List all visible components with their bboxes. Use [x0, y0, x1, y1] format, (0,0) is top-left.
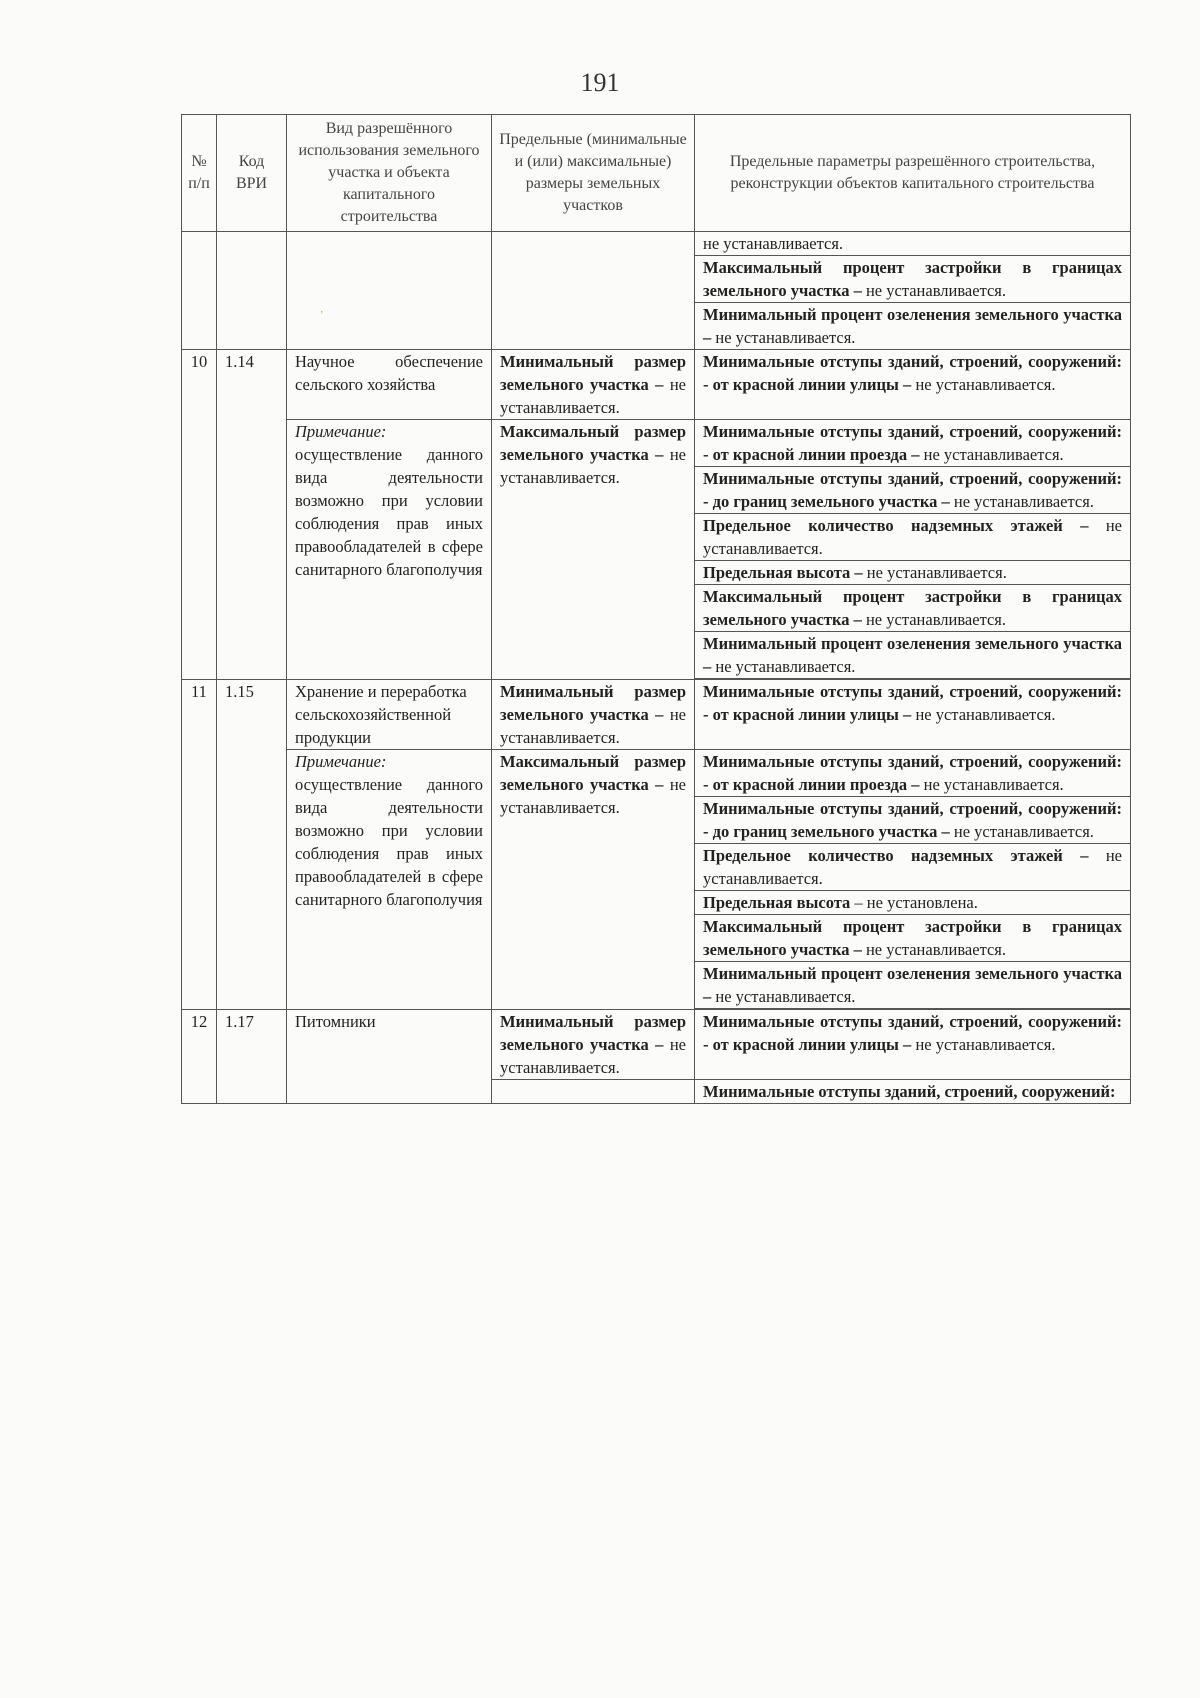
table-row: [182, 1010, 1131, 1080]
size-value: не устанавливается.: [500, 375, 686, 417]
row-name: Питомники: [287, 1010, 492, 1104]
indent-title: Минимальные отступы зданий, строений, сооружений:: [703, 469, 1122, 488]
param-cell: [695, 891, 1131, 915]
param-value: не устанавливается.: [865, 281, 1007, 300]
size-cell: [492, 1080, 695, 1104]
row-num: 10: [182, 350, 217, 680]
param-cell: [695, 1010, 1131, 1080]
param-height: Предельная высота –: [703, 563, 863, 582]
param-cell: [695, 232, 1131, 256]
param-build-pct: Максимальный процент застройки в границах земельного участка –: [703, 917, 1122, 959]
param-cell: [695, 514, 1131, 561]
table-row: [182, 680, 1131, 750]
param-value: не устанавливается.: [865, 610, 1007, 629]
param-cell: [695, 350, 1131, 420]
table-row: [182, 350, 1131, 420]
indent-title: Минимальные отступы зданий, строений, сооружений:: [703, 799, 1122, 818]
row-num: 12: [182, 1010, 217, 1104]
param-cell: [695, 797, 1131, 844]
param-cell: [695, 915, 1131, 962]
cell-size: [492, 232, 695, 350]
param-cell: [695, 256, 1131, 303]
table-row: [182, 420, 1131, 467]
size-cell: [492, 350, 695, 420]
param-cell: [695, 962, 1131, 1009]
param-value: не устанавливается.: [715, 987, 856, 1006]
max-size-label: Максимальный размер земельного участка –: [500, 752, 686, 794]
row-code: 1.14: [217, 350, 287, 680]
max-size-label: Максимальный размер земельного участка –: [500, 422, 686, 464]
param-value: не устанавливается.: [953, 822, 1094, 841]
param-value: – не установлена.: [850, 893, 978, 912]
row-name: Хранение и переработка сельскохозяйственной продукции: [287, 680, 492, 750]
size-cell: [492, 420, 695, 680]
param-cell: [695, 750, 1131, 797]
indent-borders: - до границ земельного участка –: [703, 822, 950, 841]
param-cell: [695, 844, 1131, 891]
param-cell: [695, 680, 1131, 750]
param-green-pct: Минимальный процент озеленения земельного участка –: [703, 964, 1122, 1006]
param-value: не устанавливается.: [923, 445, 1064, 464]
indent-passage: - от красной линии проезда –: [703, 445, 920, 464]
indent-passage: - от красной линии проезда –: [703, 775, 920, 794]
indent-street: - от красной линии улицы –: [703, 705, 912, 724]
size-value: не устанавливается.: [500, 705, 686, 747]
indent-title: Минимальные отступы зданий, строений, сооружений:: [703, 752, 1122, 771]
indent-title: Минимальные отступы зданий, строений, сооружений:: [703, 352, 1122, 371]
param-cell: [695, 467, 1131, 514]
size-value: не устанавливается.: [500, 775, 686, 817]
header-num: № п/п: [182, 115, 217, 232]
row-name: Научное обеспечение сельского хозяйства: [287, 350, 492, 420]
param-value: не устанавливается.: [715, 657, 856, 676]
note-text: осуществление данного вида деятельности возможно при условии соблюдения прав иных правообладателей в сфере санитарного благополучия: [295, 445, 483, 579]
param-value: не устанавливается.: [865, 940, 1007, 959]
param-value: не устанавливается.: [866, 563, 1007, 582]
table-header-row: [182, 115, 1131, 232]
cell-kind: [287, 232, 492, 350]
param-cell: [695, 420, 1131, 467]
cell-code: [217, 232, 287, 350]
indent-title: Минимальные отступы зданий, строений, сооружений:: [703, 1012, 1122, 1031]
indent-street: - от красной линии улицы –: [703, 1035, 912, 1054]
param-value: не устанавливается.: [703, 846, 1122, 888]
row-note: [287, 750, 492, 1010]
min-size-label: Минимальный размер земельного участка –: [500, 682, 686, 724]
size-cell: [492, 1010, 695, 1080]
page-number: 191: [580, 68, 620, 97]
param-floors: Предельное количество надземных этажей –: [703, 846, 1089, 865]
param-value: не устанавливается.: [703, 234, 844, 253]
param-green-pct: Минимальный процент озеленения земельного участка –: [703, 634, 1122, 676]
size-value: не устанавливается.: [500, 1035, 686, 1077]
indent-street: - от красной линии улицы –: [703, 375, 912, 394]
param-height-inline: Предельная высота: [703, 893, 851, 912]
param-cell: [695, 585, 1131, 632]
land-use-table: [181, 114, 1131, 1104]
param-value: не устанавливается.: [915, 1035, 1056, 1054]
row-note: [287, 420, 492, 680]
indent-borders: - до границ земельного участка –: [703, 492, 950, 511]
param-cell: [695, 632, 1131, 679]
row-code: 1.15: [217, 680, 287, 1010]
param-build-pct: Максимальный процент застройки в границах земельного участка –: [703, 587, 1122, 629]
param-cell: [695, 303, 1131, 350]
param-build-pct: Максимальный процент застройки в границах земельного участка –: [703, 258, 1122, 300]
note-label: Примечание:: [295, 422, 387, 441]
header-kind: Вид разрешённого использования земельного участка и объекта капитального строительства: [287, 115, 492, 232]
table-row: [182, 232, 1131, 256]
size-cell: [492, 680, 695, 750]
param-value: не устанавливается.: [915, 375, 1056, 394]
param-cell: [695, 561, 1131, 585]
param-value: не устанавливается.: [915, 705, 1056, 724]
param-value: не устанавливается.: [715, 328, 856, 347]
header-code: Код ВРИ: [217, 115, 287, 232]
indent-title: Минимальные отступы зданий, строений, сооружений:: [703, 1082, 1116, 1101]
param-value: не устанавливается.: [953, 492, 1094, 511]
param-cell: [695, 1080, 1131, 1104]
row-code: 1.17: [217, 1010, 287, 1104]
row-num: 11: [182, 680, 217, 1010]
size-value: не устанавливается.: [500, 445, 686, 487]
min-size-label: Минимальный размер земельного участка –: [500, 1012, 686, 1054]
table-row: [182, 750, 1131, 797]
param-floors: Предельное количество надземных этажей –: [703, 516, 1089, 535]
note-label: Примечание:: [295, 752, 387, 771]
param-green-pct: Минимальный процент озеленения земельного участка –: [703, 305, 1122, 347]
indent-title: Минимальные отступы зданий, строений, сооружений:: [703, 682, 1122, 701]
header-size: Предельные (минимальные и (или) максимальные) размеры земельных участков: [492, 115, 695, 232]
indent-title: Минимальные отступы зданий, строений, сооружений:: [703, 422, 1122, 441]
note-text: осуществление данного вида деятельности возможно при условии соблюдения прав иных правообладателей в сфере санитарного благополучия: [295, 775, 483, 909]
ink-mark: ‚: [320, 304, 324, 315]
param-value: не устанавливается.: [703, 516, 1122, 558]
cell-num: [182, 232, 217, 350]
header-params: Предельные параметры разрешённого строительства, реконструкции объектов капитального строительства: [695, 115, 1131, 232]
min-size-label: Минимальный размер земельного участка –: [500, 352, 686, 394]
param-value: не устанавливается.: [923, 775, 1064, 794]
size-cell: [492, 750, 695, 1010]
